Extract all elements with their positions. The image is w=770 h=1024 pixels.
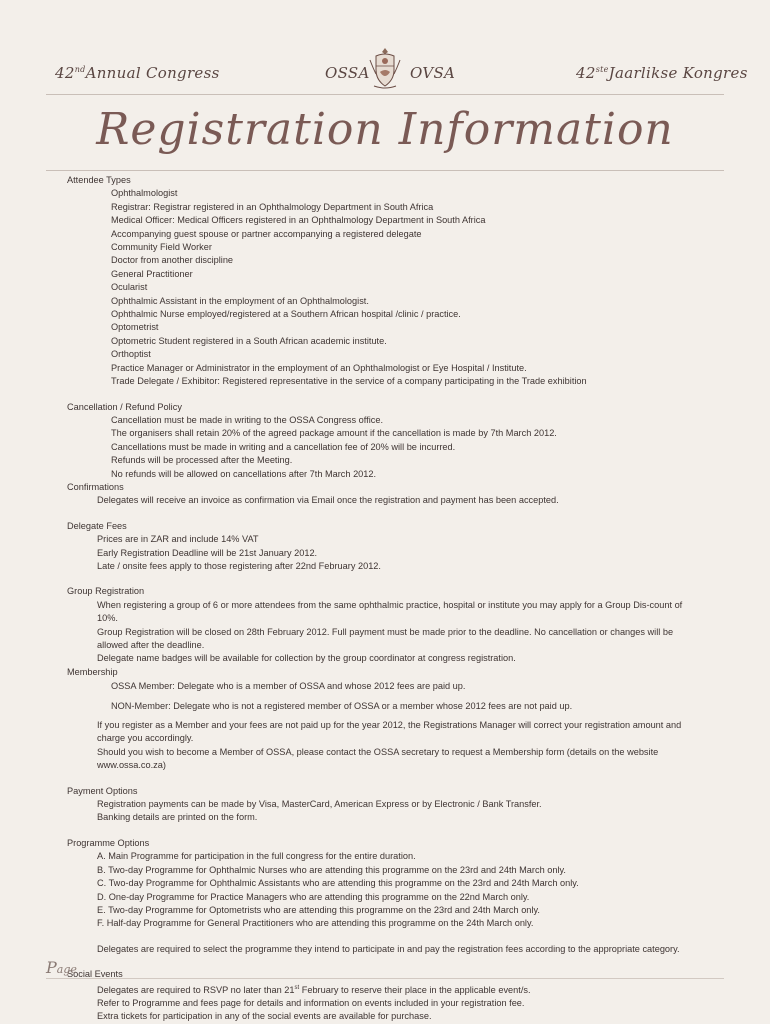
list-item: When registering a group of 6 or more attendees from the same ophthalmic practice, hospital or institute you may apply for a Group Dis-count of 10%. (97, 599, 683, 624)
list-item: Orthoptist (111, 349, 151, 360)
list-item: A. Main Programme for participation in the full congress for the entire duration. (97, 851, 416, 862)
page-label-initial: P (46, 958, 57, 977)
list-item: Extra tickets for participation in any of the social events are available for purchase. (97, 1011, 432, 1022)
list-item: Ocularist (111, 282, 148, 293)
social-events-heading: Social Events (67, 969, 123, 980)
list-item: Optometric Student registered in a South African academic institute. (111, 335, 387, 346)
header-ovsa: OVSA (410, 64, 456, 82)
list-item: Delegate name badges will be available for collection by the group coordinator at congress registration. (97, 653, 516, 664)
non-member-definition: NON-Member: Delegate who is not a registered member of OSSA or a member whose 2012 fees are not paid up. (111, 700, 573, 711)
rsvp-text-start: Delegates are required to RSVP no later than 21 (97, 984, 295, 995)
header-divider (46, 94, 724, 95)
list-item: Cancellations must be made in writing and a cancellation fee of 20% will be incurred. (111, 441, 456, 452)
cancellation-heading: Cancellation / Refund Policy (67, 401, 182, 412)
list-item: Medical Officer: Medical Officers registered in an Ophthalmology Department in South Africa (111, 215, 486, 226)
list-item: D. One-day Programme for Practice Managers who are attending this programme on the 22nd March only. (97, 891, 530, 902)
list-item: Group Registration will be closed on 28th February 2012. Full payment must be made prior to the deadline. No cancellation or changes will be allowed after the deadline. (97, 626, 674, 650)
attendee-types-list (67, 187, 707, 388)
page-title: Registration Information (96, 104, 674, 155)
list-item: Late / onsite fees apply to those registering after 22nd February 2012. (97, 560, 381, 571)
header-left-suffix: nd (74, 65, 86, 74)
list-item: The organisers shall retain 20% of the agreed package amount if the cancellation is made by 7th March 2012. (111, 428, 557, 439)
crest-logo-icon (368, 46, 402, 90)
list-item: B. Two-day Programme for Ophthalmic Nurses who are attending this programme on the 23rd and 24th March only. (97, 864, 566, 875)
confirmations-heading: Confirmations (67, 481, 124, 492)
list-item: Prices are in ZAR and include 14% VAT (97, 534, 259, 545)
payment-options-heading: Payment Options (67, 785, 138, 796)
list-item: Ophthalmic Assistant in the employment of an Ophthalmologist. (111, 295, 369, 306)
membership-note: If you register as a Member and your fees are not paid up for the year 2012, the Registrations Manager will correct your registration amount and charge you accordingly. (97, 720, 682, 744)
header-right-text: Jaarlikse Kongres (608, 64, 748, 82)
footer-divider (46, 978, 724, 979)
list-item: F. Half-day Programme for General Practitioners who are attending this programme on the 24th March only. (97, 918, 534, 929)
list-item: Trade Delegate / Exhibitor: Registered representative in the service of a company participating in the Trade exhibition (111, 376, 587, 387)
programme-note: Delegates are required to select the programme they intend to participate in and pay the registration fees according to the appropriate category. (97, 943, 680, 954)
page-label (46, 958, 77, 977)
title-divider (46, 170, 724, 171)
list-item: Community Field Worker (111, 242, 212, 253)
list-item: Refunds will be processed after the Meeting. (111, 455, 293, 466)
membership-note: Should you wish to become a Member of OSSA, please contact the OSSA secretary to request a Membership form (details on the website www.ossa.co.za) (97, 746, 659, 771)
list-item: Ophthalmologist (111, 188, 178, 199)
list-item: No refunds will be allowed on cancellations after 7th March 2012. (111, 468, 377, 479)
list-item: Accompanying guest spouse or partner accompanying a registered delegate (111, 228, 422, 239)
list-item: General Practitioner (111, 268, 193, 279)
list-item: E. Two-day Programme for Optometrists who are attending this programme on the 23rd and 24th March only. (97, 904, 540, 915)
header-left-text: Annual Congress (85, 64, 220, 82)
header-right-title (576, 64, 748, 82)
list-item: Refer to Programme and fees page for details and information on events included in your registration fee. (97, 998, 525, 1008)
group-registration-heading: Group Registration (67, 586, 145, 597)
list-item: Early Registration Deadline will be 21st January 2012. (97, 547, 318, 558)
social-rsvp (67, 982, 707, 997)
list-item: Registrar: Registrar registered in an Ophthalmology Department in South Africa (111, 201, 434, 212)
rsvp-text-end: February to reserve their place in the applicable event/s. (299, 984, 531, 995)
page-label-rest: age (56, 963, 77, 976)
delegate-fees-heading: Delegate Fees (67, 520, 127, 531)
list-item: Cancellation must be made in writing to the OSSA Congress office. (111, 414, 384, 425)
header-left-title (55, 64, 220, 82)
rsvp-suffix: st (294, 984, 300, 991)
header-left-number: 42 (55, 64, 75, 82)
programme-options-heading: Programme Options (67, 837, 150, 848)
list-item: Practice Manager or Administrator in the employment of an Ophthalmologist or Eye Hospital / Institute. (111, 362, 527, 373)
list-item: Ophthalmic Nurse employed/registered at a Southern African hospital /clinic / practice. (111, 309, 461, 320)
list-item: Registration payments can be made by Visa, MasterCard, American Express or by Electronic / Bank Transfer. (97, 799, 542, 810)
header-ossa: OSSA (325, 64, 370, 82)
header-right-number: 42 (576, 64, 596, 82)
confirmations-text: Delegates will receive an invoice as confirmation via Email once the registration and payment has been accepted. (97, 495, 559, 506)
page-header (0, 0, 770, 95)
list-item: Optometrist (111, 322, 159, 333)
registration-content (67, 174, 707, 1024)
list-item: Banking details are printed on the form. (97, 812, 258, 823)
list-item: Doctor from another discipline (111, 255, 234, 266)
ossa-member-definition: OSSA Member: Delegate who is a member of OSSA and whose 2012 fees are paid up. (111, 681, 466, 692)
header-right-suffix: ste (595, 65, 609, 74)
membership-heading: Membership (67, 666, 118, 677)
list-item: C. Two-day Programme for Ophthalmic Assistants who are attending this programme on the 23rd and 24th March only. (97, 878, 579, 889)
attendee-types-heading: Attendee Types (67, 175, 131, 185)
